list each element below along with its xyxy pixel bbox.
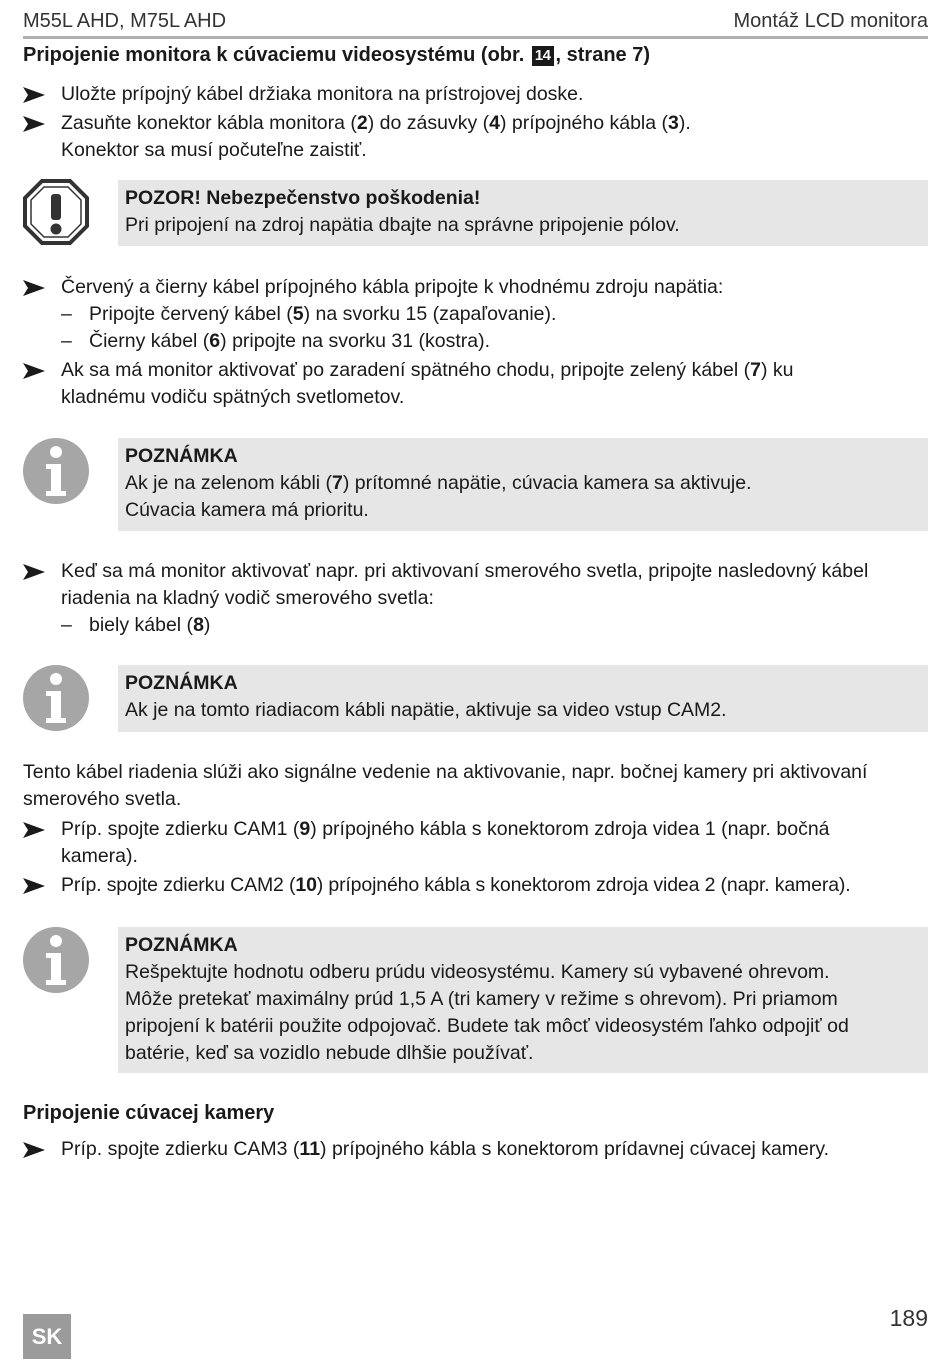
info-icon: [22, 437, 90, 505]
note-title: POZNÁMKA: [125, 445, 238, 467]
sub-list-item: – Čierny kábel (6) pripojte na svorku 31 (kostra).: [61, 330, 491, 352]
header-model: M55L AHD, M75L AHD: [23, 10, 227, 32]
step-list: [23, 816, 928, 899]
arrow-bullet-icon: [23, 878, 45, 894]
step-list: [23, 81, 928, 164]
header-section: Montáž LCD monitora: [733, 10, 928, 32]
note-box: [118, 927, 928, 1073]
page-header: [23, 6, 928, 39]
list-item: Príp. spojte zdierku CAM3 (11) prípojného kábla s konektorom prídavnej cúvacej kamery.: [23, 1136, 928, 1163]
section-heading: Pripojenie cúvacej kamery: [23, 1102, 275, 1124]
step-list: [23, 1136, 928, 1163]
arrow-bullet-icon: [23, 87, 45, 103]
list-item: Ak sa má monitor aktivovať po zaradení spätného chodu, pripojte zelený kábel (7) ku kladnému vodiču spätných svetlometov.: [23, 357, 928, 411]
language-badge: SK: [23, 1314, 71, 1359]
note-text: Ak je na zelenom kábli (7) prítomné napätie, cúvacia kamera sa aktivuje. Cúvacia kamera má prioritu.: [125, 472, 752, 521]
list-item: Príp. spojte zdierku CAM1 (9) prípojného kábla s konektorom zdroja videa 1 (napr. bočná kamera).: [23, 816, 928, 870]
arrow-bullet-icon: [23, 363, 45, 379]
heading-text-end: , strane 7): [555, 44, 650, 66]
arrow-bullet-icon: [23, 1142, 45, 1158]
caution-text: Pri pripojení na zdroj napätia dbajte na správne pripojenie pólov.: [125, 214, 680, 236]
info-icon: [22, 664, 90, 732]
page-number: 189: [889, 1305, 928, 1331]
arrow-bullet-icon: [23, 280, 45, 296]
sub-list-item: – Pripojte červený kábel (5) na svorku 15 (zapaľovanie).: [61, 303, 557, 325]
list-item: Zasuňte konektor kábla monitora (2) do zásuvky (4) prípojného kábla (3). Konektor sa musí počuteľne zaistiť.: [23, 110, 928, 164]
note-line: Môže pretekať maximálny prúd 1,5 A (tri kamery v režime s ohrevom). Pri priamom: [125, 988, 838, 1010]
note-title: POZNÁMKA: [125, 934, 238, 956]
heading-text: Pripojenie monitora k cúvaciemu videosystému (obr.: [23, 44, 530, 66]
caution-box: [118, 180, 928, 246]
section-heading: [23, 42, 928, 69]
note-title: POZNÁMKA: [125, 672, 238, 694]
info-icon: [22, 926, 90, 994]
note-line: Rešpektujte hodnotu odberu prúdu videosystému. Kamery sú vybavené ohrevom.: [125, 961, 830, 983]
figure-number-badge: 14: [532, 46, 554, 66]
arrow-bullet-icon: [23, 822, 45, 838]
note-text: Ak je na tomto riadiacom kábli napätie, aktivuje sa video vstup CAM2.: [125, 699, 727, 721]
note-line: batérie, keď sa vozidlo nebude dlhšie používať.: [125, 1042, 534, 1064]
arrow-bullet-icon: [23, 564, 45, 580]
list-item: Uložte prípojný kábel držiaka monitora na prístrojovej doske.: [23, 81, 928, 108]
paragraph: Tento kábel riadenia slúži ako signálne vedenie na aktivovanie, napr. bočnej kamery pri aktivovaní smerového svetla.: [23, 761, 868, 810]
step-list: [23, 274, 928, 411]
list-item: Červený a čierny kábel prípojného kábla pripojte k vhodnému zdroju napätia:: [23, 274, 928, 301]
sub-list-item: – biely kábel (8): [61, 614, 211, 636]
arrow-bullet-icon: [23, 116, 45, 132]
list-item: Keď sa má monitor aktivovať napr. pri aktivovaní smerového svetla, pripojte nasledovný kábel riadenia na kladný vodič smerového svetla:: [23, 558, 928, 612]
step-list: [23, 558, 928, 639]
note-box: [118, 438, 928, 531]
warning-octagon-icon: [22, 178, 90, 246]
note-line: pripojení k batérii použite odpojovač. Budete tak môcť videosystém ľahko odpojiť od: [125, 1015, 849, 1037]
list-item: Príp. spojte zdierku CAM2 (10) prípojného kábla s konektorom zdroja videa 2 (napr. kamera).: [23, 872, 928, 899]
note-box: [118, 665, 928, 732]
caution-title: POZOR! Nebezpečenstvo poškodenia!: [125, 187, 481, 209]
